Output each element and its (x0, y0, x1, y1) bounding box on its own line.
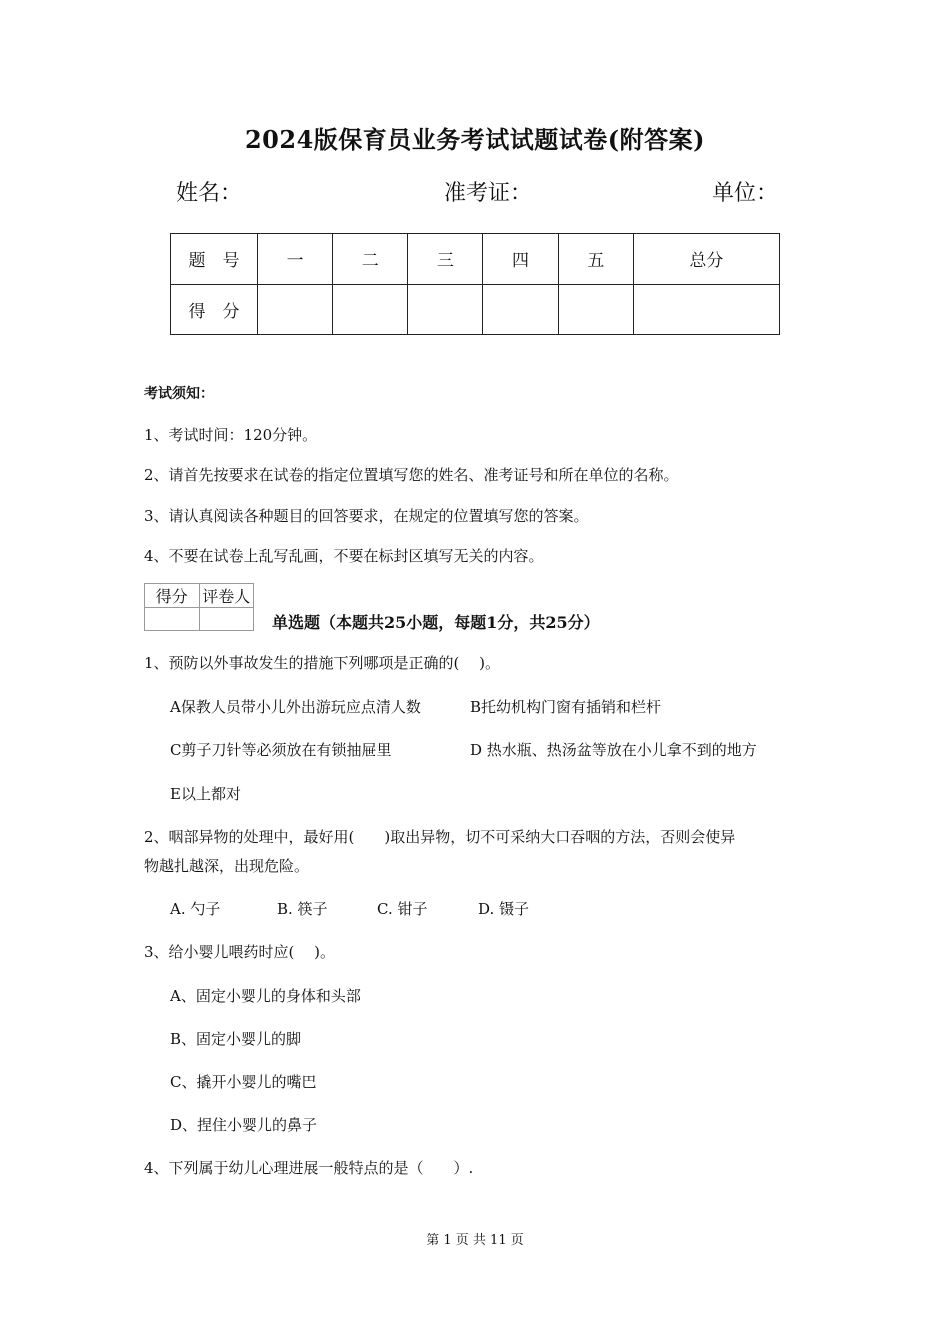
question-2-option-c: C. 钳子 (377, 900, 428, 918)
notice-heading: 考试须知： (144, 386, 214, 402)
score-table-score-row (171, 284, 780, 335)
notice-item: 1、考试时间：120分钟。 (144, 426, 318, 444)
notice-item: 4、不要在试卷上乱写乱画，不要在标封区填写无关的内容。 (144, 547, 544, 565)
grader-reviewer-label: 评卷人 (199, 584, 254, 608)
header-part-1: 一 (258, 234, 333, 285)
question-4-stem: 4、下列属于幼儿心理进展一般特点的是（ ）. (144, 1159, 474, 1177)
score-cell-total (633, 284, 779, 335)
header-part-5: 五 (558, 234, 633, 285)
grader-score-label: 得分 (145, 584, 200, 608)
score-table-header-row (171, 234, 780, 285)
grader-box (144, 583, 254, 631)
question-2-option-a: A. 勺子 (170, 900, 221, 918)
score-cell-2 (333, 284, 408, 335)
question-3-stem: 3、给小婴儿喂药时应( )。 (144, 943, 336, 961)
header-part-4: 四 (483, 234, 558, 285)
grader-reviewer-cell (199, 608, 254, 631)
question-1-option-e: E以上都对 (170, 785, 241, 803)
page-footer: 第 1 页 共 11 页 (426, 1233, 524, 1248)
question-2-option-d: D. 镊子 (478, 900, 530, 918)
score-cell-5 (558, 284, 633, 335)
page-title: 2024版保育员业务考试试题试卷(附答案) (244, 125, 705, 154)
question-3-option-c: C、撬开小婴儿的嘴巴 (170, 1073, 317, 1091)
unit-field-label: 单位： (712, 181, 779, 206)
question-3-option-a: A、固定小婴儿的身体和头部 (170, 987, 361, 1005)
question-1-stem: 1、预防以外事故发生的措施下列哪项是正确的( )。 (144, 654, 501, 672)
notice-item: 3、请认真阅读各种题目的回答要求，在规定的位置填写您的答案。 (144, 507, 589, 525)
score-cell-4 (483, 284, 558, 335)
header-question-no: 题 号 (171, 234, 258, 285)
header-total: 总分 (633, 234, 779, 285)
notice-item: 2、请首先按要求在试卷的指定位置填写您的姓名、准考证号和所在单位的名称。 (144, 466, 679, 484)
question-3-option-b: B、固定小婴儿的脚 (170, 1030, 302, 1048)
score-row-label: 得 分 (171, 284, 258, 335)
question-1-option-c: C剪子刀针等必须放在有锁抽屉里 (170, 741, 392, 759)
question-1-option-b: B托幼机构门窗有插销和栏杆 (470, 698, 662, 716)
header-part-3: 三 (408, 234, 483, 285)
score-cell-3 (408, 284, 483, 335)
question-1-option-d: D 热水瓶、热汤盆等放在小儿拿不到的地方 (470, 741, 757, 759)
question-3-option-d: D、捏住小婴儿的鼻子 (170, 1116, 318, 1134)
question-2-stem: 2、咽部异物的处理中，最好用( )取出异物，切不可采纳大口吞咽的方法，否则会使异 (144, 828, 736, 846)
section-title: 单选题（本题共25小题，每题1分，共25分） (272, 613, 600, 632)
score-cell-1 (258, 284, 333, 335)
name-field-label: 姓名： (176, 181, 243, 206)
question-2-option-b: B. 筷子 (277, 900, 328, 918)
question-1-option-a: A保教人员带小儿外出游玩应点清人数 (170, 698, 421, 716)
score-table (170, 233, 780, 335)
question-2-stem-continued: 物越扎越深，出现危险。 (144, 857, 310, 875)
header-part-2: 二 (333, 234, 408, 285)
grader-score-cell (145, 608, 200, 631)
exam-id-field-label: 准考证： (444, 181, 533, 206)
